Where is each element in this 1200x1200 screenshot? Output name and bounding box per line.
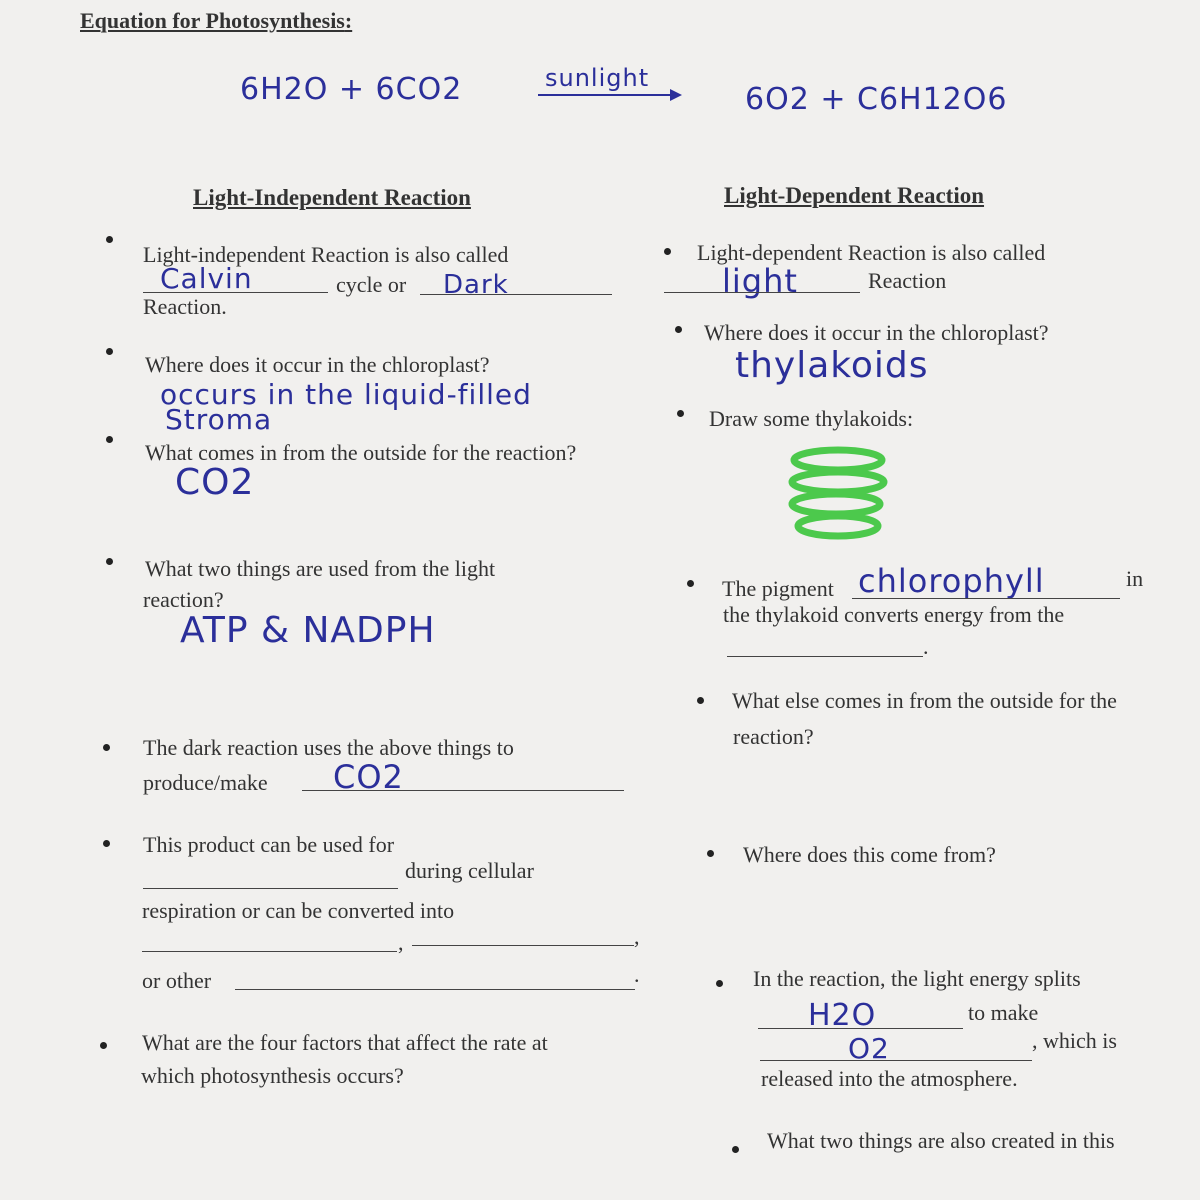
left-bullet-1 [106,236,113,243]
right-q6-text: Where does this come from? [743,842,996,867]
right-q7-blank-1 [758,1028,963,1029]
left-q1-blank-2 [420,294,612,295]
equation-products: 6O2 + C6H12O6 [745,82,1008,117]
thylakoid-disc-3 [792,494,880,514]
left-q4-text-line2: reaction? [143,587,224,612]
left-bullet-2 [106,348,113,355]
thylakoid-drawing [780,440,900,550]
left-q6-blank-4 [235,989,635,990]
right-q4-text-line2: the thylakoid converts energy from the [723,602,1065,627]
right-q7-which: , which is [1032,1028,1117,1053]
left-bullet-4 [106,558,113,565]
left-q5-answer: CO2 [333,758,404,796]
right-q5-text-line2: reaction? [733,724,814,749]
thylakoid-disc-1 [794,450,882,470]
left-q7-text-line2: which photosynthesis occurs? [141,1063,404,1088]
page-title-text: Equation for Photosynthesis [80,8,345,33]
left-bullet-6 [103,840,110,847]
right-q1-text: Light-dependent Reaction is also called [697,240,1046,265]
left-q6-text-line1: This product can be used for [143,832,395,857]
thylakoid-disc-4 [798,516,878,536]
page-title [80,8,352,34]
right-q3-text: Draw some thylakoids: [709,406,914,431]
left-q6-text-line3: respiration or can be converted into [142,898,455,923]
right-bullet-2 [675,326,682,333]
left-q3-text: What comes in from the outside for the reaction? [145,440,577,465]
right-bullet-3 [677,410,684,417]
right-q1-blank [664,292,860,293]
left-q5-text-line2: produce/make [143,770,268,795]
left-q5-blank [302,790,624,791]
left-q6-blank-1 [143,888,398,889]
right-q1-end: Reaction [868,268,947,293]
left-q6-blank-2 [142,951,397,952]
page-title-colon: : [344,8,353,33]
right-q7-to-make: to make [968,1000,1039,1025]
equation-condition: sunlight [545,64,650,92]
right-q7-blank-2 [760,1060,1032,1061]
left-q3-answer: CO2 [175,462,255,503]
left-q4-answer: ATP & NADPH [180,610,436,651]
left-bullet-5 [103,744,110,751]
left-q4-text-line1: What two things are used from the light [145,556,496,581]
left-q6-text-line5: or other [142,968,212,993]
right-bullet-4 [687,580,694,587]
equation-reactants: 6H2O + 6CO2 [240,72,463,107]
equation-arrow [538,94,672,96]
right-q4-in: in [1126,566,1144,591]
left-q2-text: Where does it occur in the chloroplast? [145,352,490,377]
left-q6-blank-3 [412,945,634,946]
left-q2-answer-line1: occurs in the liquid-filled [160,378,532,411]
right-bullet-6 [707,850,714,857]
right-q4-answer: chlorophyll [858,562,1045,600]
left-q1-answer-calvin: Calvin [160,262,253,295]
left-q1-text: Light-independent Reaction is also called [143,242,509,267]
right-q1-answer: light [722,262,798,300]
right-q4-period: . [923,634,929,659]
left-bullet-7 [100,1042,107,1049]
equation-arrow-head [670,89,682,101]
right-q4-blank-2 [727,656,923,657]
left-q6-text-line2: during cellular [405,858,534,883]
right-q8-text: What two things are also created in this [767,1128,1115,1153]
left-bullet-3 [106,436,113,443]
left-q6-comma-1: , [398,930,404,955]
right-q7-answer-2: O2 [848,1032,890,1065]
right-heading: Light-Dependent Reaction [724,183,985,208]
left-q1-mid: cycle or [336,272,407,297]
left-heading: Light-Independent Reaction [193,185,471,210]
left-q7-text-line1: What are the four factors that affect the rate at [142,1030,548,1055]
left-q1-end: Reaction. [143,294,227,319]
right-bullet-8 [732,1146,739,1153]
right-q2-text: Where does it occur in the chloroplast? [704,320,1049,345]
right-q4-blank-1 [852,598,1120,599]
right-bullet-5 [697,697,704,704]
left-q6-period: . [634,962,640,987]
thylakoid-disc-2 [792,472,884,492]
right-q2-answer: thylakoids [735,345,929,386]
right-q5-text-line1: What else comes in from the outside for the [732,688,1117,713]
left-q5-text-line1: The dark reaction uses the above things to [143,735,514,760]
right-q7-answer-1: H2O [808,998,877,1033]
left-q1-answer-dark: Dark [443,270,509,300]
left-q2-answer-line2: Stroma [165,403,273,436]
right-bullet-1 [664,248,671,255]
left-q6-comma-2: , [634,924,640,949]
right-q4-text-start: The pigment [722,576,834,601]
right-bullet-7 [716,980,723,987]
right-q7-text-line3: released into the atmosphere. [761,1066,1018,1091]
right-q7-text-line1: In the reaction, the light energy splits [753,966,1081,991]
left-q1-blank-1 [143,292,328,293]
